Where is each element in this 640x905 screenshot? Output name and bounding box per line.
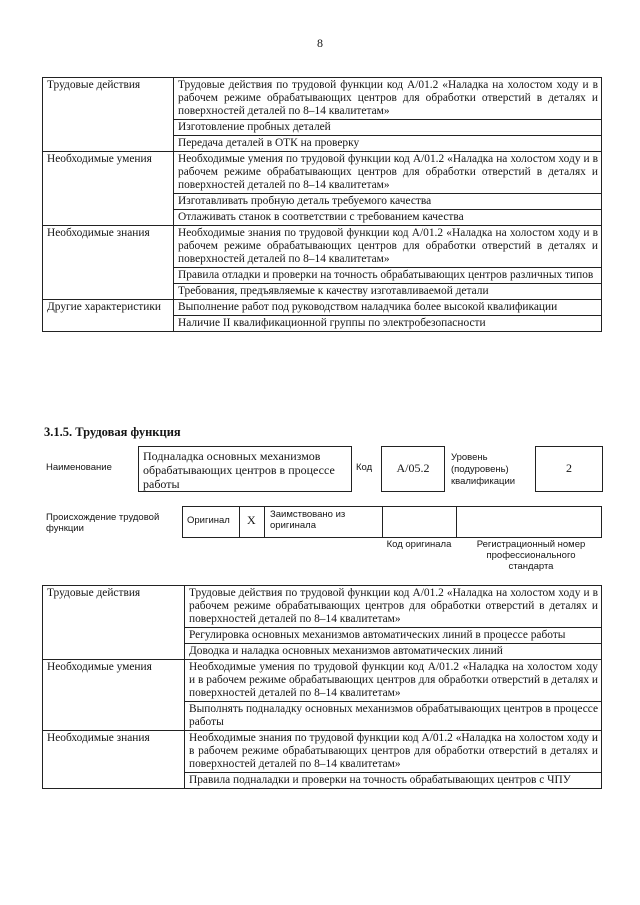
level-value: 2: [566, 461, 572, 475]
table-cell: Требования, предъявляемые к качеству изготавливаемой детали: [174, 284, 602, 300]
original-mark: X: [247, 513, 256, 527]
table-cell: Изготавливать пробную деталь требуемого качества: [174, 194, 602, 210]
origin-divider: [456, 507, 457, 537]
level-box: [535, 446, 603, 492]
code-original-caption: Код оригинала: [386, 539, 452, 550]
origin-divider: [239, 507, 240, 537]
table-cell: Необходимые знания по трудовой функции код А/01.2 «Наладка на холостом ходу и в рабочем режиме обрабатывающих центров для обработки отверстий в деталях и поверхностей деталей по 8–14 квалитетам»: [174, 226, 602, 268]
table-cell: Отлаживать станок в соответствии с требованием качества: [174, 210, 602, 226]
row-label-labor-actions: Трудовые действия: [43, 78, 174, 152]
table-row: [43, 152, 602, 194]
table-row: [43, 586, 602, 628]
section-heading: 3.1.5. Трудовая функция: [44, 425, 181, 439]
table-cell: Выполнять подналадку основных механизмов обрабатывающих центров в процессе работы: [185, 702, 602, 731]
name-label: Наименование: [46, 462, 112, 473]
table-cell: Правила отладки и проверки на точность обрабатывающих центров различных типов: [174, 268, 602, 284]
page-number: 8: [317, 36, 323, 50]
origin-divider: [382, 507, 383, 537]
origin-label: Происхождение трудовой функции: [46, 512, 160, 534]
origin-divider: [264, 507, 265, 537]
table-row: [43, 78, 602, 120]
table-row: [43, 226, 602, 268]
table-cell: Трудовые действия по трудовой функции код А/01.2 «Наладка на холостом ходу и в рабочем режиме обрабатывающих центров для обработки отверстий в деталях и поверхностей деталей по 8–14 квалитетам»: [185, 586, 602, 628]
labor-function-table-2: [42, 585, 602, 789]
table-cell: Необходимые умения по трудовой функции код А/01.2 «Наладка на холостом ходу и в рабочем режиме обрабатывающих центров для обработки отверстий в деталях и поверхностей деталей по 8–14 квалитетам»: [185, 660, 602, 702]
code-label: Код: [356, 462, 373, 473]
row-label-labor-actions: Трудовые действия: [43, 586, 185, 660]
table-cell: Необходимые знания по трудовой функции код А/01.2 «Наладка на холостом ходу и в рабочем режиме обрабатывающих центров для обработки отверстий в деталях и поверхностей деталей по 8–14 квалитетам»: [185, 731, 602, 773]
table-cell: Правила подналадки и проверки на точность обрабатывающих центров с ЧПУ: [185, 773, 602, 789]
table-row: [43, 660, 602, 702]
table-row: [43, 300, 602, 316]
table-cell: Доводка и наладка основных механизмов автоматических линий: [185, 644, 602, 660]
original-label: Оригинал: [187, 515, 230, 526]
row-label-required-knowledge: Необходимые знания: [43, 226, 174, 300]
code-value: А/05.2: [396, 461, 430, 475]
code-box: [381, 446, 445, 492]
borrowed-label: Заимствовано из оригинала: [270, 509, 346, 531]
qualification-level-label: Уровень (подуровень) квалификации: [451, 452, 516, 487]
table-cell: Передача деталей в ОТК на проверку: [174, 136, 602, 152]
labor-function-table-1: [42, 77, 602, 332]
table-cell: Изготовление пробных деталей: [174, 120, 602, 136]
row-label-required-skills: Необходимые умения: [43, 660, 185, 731]
table-cell: Необходимые умения по трудовой функции код А/01.2 «Наладка на холостом ходу и в рабочем режиме обрабатывающих центров для обработки отверстий в деталях и поверхностей деталей по 8–14 квалитетам»: [174, 152, 602, 194]
function-name-value: Подналадка основных механизмов обрабатывающих центров в процессе работы: [143, 449, 335, 491]
table-cell: Трудовые действия по трудовой функции код А/01.2 «Наладка на холостом ходу и в рабочем режиме обрабатывающих центров для обработки отверстий в деталях и поверхностей деталей по 8–14 квалитетам»: [174, 78, 602, 120]
origin-box: [182, 506, 602, 538]
table-cell: Выполнение работ под руководством наладчика более высокой квалификации: [174, 300, 602, 316]
row-label-required-knowledge: Необходимые знания: [43, 731, 185, 789]
row-label-required-skills: Необходимые умения: [43, 152, 174, 226]
reg-number-caption: Регистрационный номер профессионального стандарта: [476, 539, 586, 572]
table-cell: Наличие II квалификационной группы по электробезопасности: [174, 316, 602, 332]
row-label-other-characteristics: Другие характеристики: [43, 300, 174, 332]
table-cell: Регулировка основных механизмов автоматических линий в процессе работы: [185, 628, 602, 644]
table-row: [43, 731, 602, 773]
function-name-box: [138, 446, 352, 492]
